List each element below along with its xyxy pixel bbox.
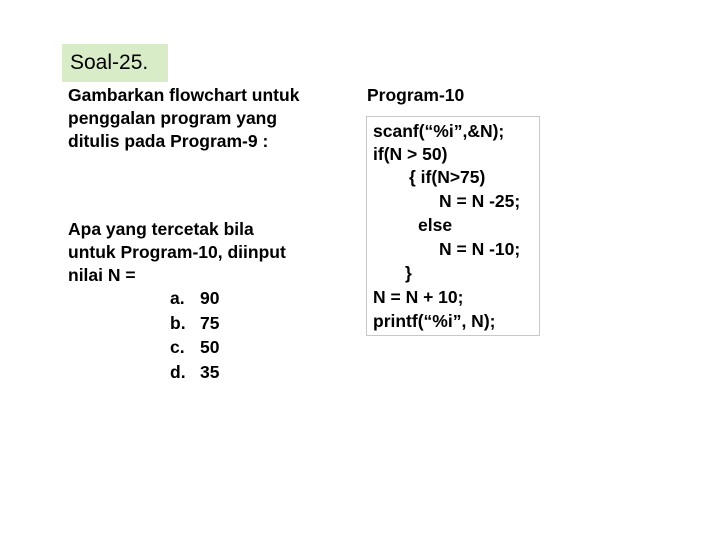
question-line: Apa yang tercetak bila	[68, 219, 254, 239]
code-line: N = N -25;	[439, 191, 521, 211]
question-line: penggalan program yang	[68, 108, 278, 128]
code-line: N = N + 10;	[373, 287, 464, 307]
option-letter: b.	[170, 312, 186, 333]
program-title: Program-10	[367, 85, 465, 105]
option-value: 50	[200, 337, 220, 357]
code-line: scanf(“%i”,&N);	[373, 121, 505, 141]
question-instructions	[68, 84, 299, 153]
question-line: Gambarkan flowchart untuk	[68, 85, 300, 105]
answer-option-a	[170, 286, 219, 311]
question-prompt	[68, 218, 286, 287]
code-line: { if(N>75)	[409, 167, 486, 187]
option-letter: a.	[170, 288, 185, 308]
answer-option-c	[170, 335, 219, 360]
code-line: printf(“%i”, N);	[373, 311, 496, 331]
code-line: N = N -10;	[439, 239, 521, 259]
option-letter: d.	[170, 361, 186, 382]
answer-options	[170, 286, 219, 384]
option-letter: c.	[170, 337, 185, 357]
answer-option-d	[170, 360, 219, 385]
code-line: if(N > 50)	[373, 144, 448, 164]
question-line: nilai N =	[68, 265, 136, 285]
option-value: 35	[200, 361, 220, 382]
code-line: else	[418, 215, 453, 235]
option-value: 90	[200, 288, 220, 308]
question-line: untuk Program-10, diinput	[68, 242, 286, 262]
question-line: ditulis pada Program-9 :	[68, 131, 269, 151]
answer-option-b	[170, 311, 219, 336]
soal-title: Soal-25.	[62, 44, 168, 82]
code-box	[366, 116, 540, 336]
option-value: 75	[200, 312, 220, 333]
code-line: }	[405, 263, 412, 283]
